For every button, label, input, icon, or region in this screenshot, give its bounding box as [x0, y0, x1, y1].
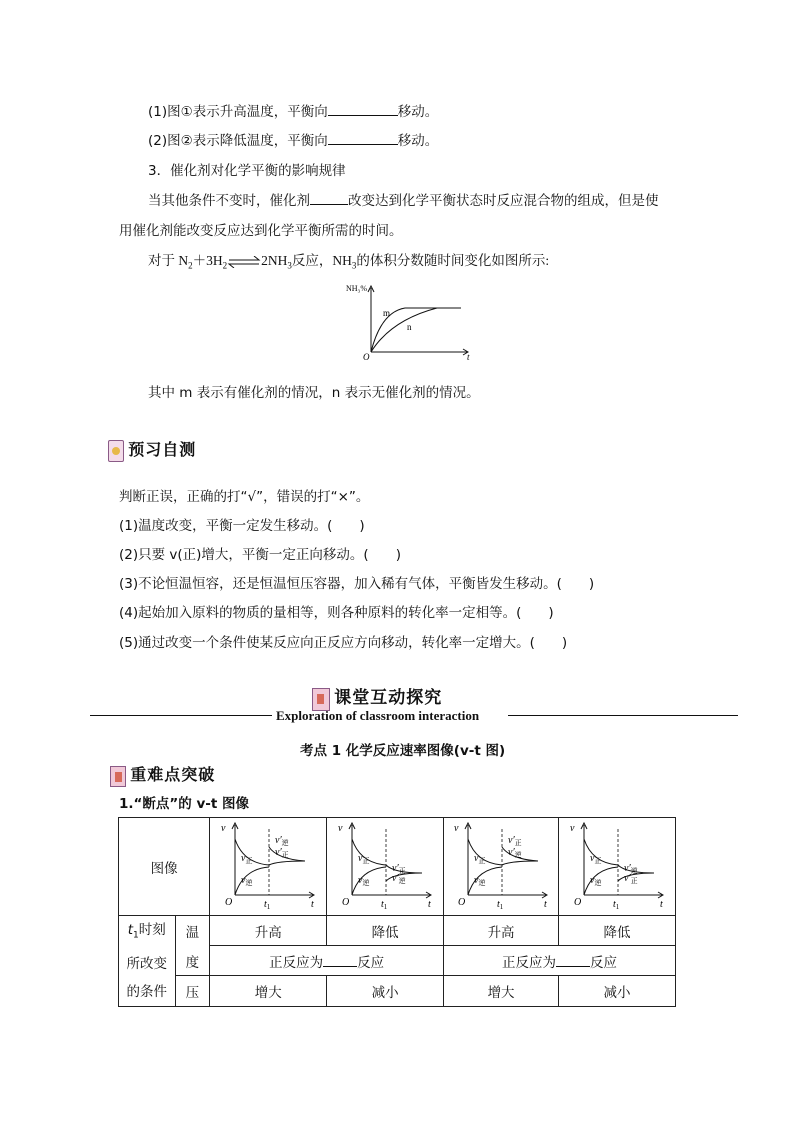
reaction-line: 对于 $N_2+3H_2$ $2NH_3$反应，$NH_3$的体积分数随时间变化如图所示: [148, 253, 550, 271]
curve-m-label: m [383, 308, 391, 318]
answer-blank[interactable] [556, 954, 590, 967]
question-2: (2)只要 v(正)增大，平衡一定正向移动。( ) [119, 547, 401, 563]
vt-graph-3 [444, 818, 559, 916]
temp-cell: 降低 [559, 916, 676, 946]
question-3: (3)不论恒温恒容，还是恒温恒压容器，加入稀有气体，平衡皆发生移动。( ) [119, 576, 595, 592]
v-forward-label: $v_正$ [474, 852, 486, 865]
answer-blank[interactable] [328, 132, 398, 145]
answer-blank[interactable] [310, 192, 348, 205]
v-axis-label: v [570, 822, 575, 834]
curve-n [371, 308, 437, 352]
preview-header [108, 437, 196, 462]
t-axis-label: t [428, 898, 431, 910]
pressure-label: 压 [175, 976, 210, 1006]
equilibrium-arrow-icon [227, 256, 261, 268]
paragraph-line1: 当其他条件不变时，催化剂 改变达到化学平衡状态时反应混合物的组成，但是使 [148, 193, 659, 209]
vt-graph-1 [210, 818, 327, 916]
v-forward-label: $v_正$ [358, 852, 370, 865]
breakthrough-header [110, 762, 215, 787]
origin-label: O [574, 896, 582, 908]
v-prime-label-1: $v'_正$ [392, 862, 406, 875]
v-prime-label-1: $v'_逆$ [624, 862, 638, 875]
temp-label-1: 温 [175, 916, 210, 946]
temp-cell: 升高 [210, 916, 327, 946]
notebook-icon [108, 440, 124, 462]
v-axis-label: v [221, 822, 226, 834]
v-prime-curve-2 [502, 861, 538, 865]
topic-title: 考点 1 化学反应速率图像(v-t 图) [300, 743, 506, 759]
item-2: (2)图②表示降低温度，平衡向 移动。 [148, 133, 439, 149]
classroom-subtitle: Exploration of classroom interaction [276, 708, 480, 723]
v-prime-label-2: $v'_逆$ [392, 872, 406, 885]
v-prime-curve-2 [269, 861, 305, 865]
answer-blank[interactable] [328, 103, 398, 116]
pressure-cell: 减小 [559, 976, 676, 1006]
x-axis-label: t [467, 352, 470, 362]
vt-table [118, 817, 676, 1007]
divider-right [508, 715, 738, 716]
v-forward-label: $v_正$ [241, 852, 253, 865]
t-axis-label: t [544, 898, 547, 910]
v-axis-label: v [454, 822, 459, 834]
condition-label: $t_1$时刻 所改变 的条件 [119, 916, 176, 1007]
t1-label: $t_1$ [613, 898, 620, 911]
origin-label: O [458, 896, 466, 908]
reaction-type-right: 正反应为 反应 [444, 946, 676, 976]
t-axis-label: t [311, 898, 314, 910]
pressure-cell: 增大 [444, 976, 559, 1006]
v-prime-label-2: $v'_正$ [624, 872, 638, 885]
catalyst-note: 其中 m 表示有催化剂的情况，n 表示无催化剂的情况。 [148, 385, 480, 401]
origin-label: O [363, 352, 370, 362]
question-1: (1)温度改变，平衡一定发生移动。( ) [119, 518, 365, 534]
hourglass-icon [110, 766, 126, 787]
temp-label-2: 度 [175, 946, 210, 976]
origin-label: O [225, 896, 233, 908]
subheading: 1.“断点”的 v-t 图像 [119, 796, 250, 812]
y-axis-label: NH₃% [346, 284, 368, 293]
t1-label: $t_1$ [381, 898, 388, 911]
reaction-type-left: 正反应为 反应 [210, 946, 444, 976]
t-axis-label: t [660, 898, 663, 910]
origin-label: O [342, 896, 350, 908]
catalyst-chart [343, 280, 473, 365]
answer-blank[interactable] [323, 954, 357, 967]
pressure-cell: 减小 [327, 976, 444, 1006]
v-reverse-label: $v_逆$ [474, 874, 486, 887]
breakthrough-title: 重难点突破 [130, 765, 216, 784]
v-prime-label-2: $v'_正$ [275, 846, 289, 859]
v-prime-label-2: $v'_逆$ [508, 846, 522, 859]
t1-label: $t_1$ [264, 898, 271, 911]
vt-graph-4 [559, 818, 676, 916]
graph-row-label: 图像 [119, 818, 210, 916]
question-5: (5)通过改变一个条件使某反应向正反应方向移动，转化率一定增大。( ) [119, 635, 568, 651]
paragraph-line2: 用催化剂能改变反应达到化学平衡所需的时间。 [119, 223, 403, 239]
vt-graph-2 [327, 818, 444, 916]
v-reverse-label: $v_逆$ [590, 874, 602, 887]
v-reverse-label: $v_逆$ [358, 874, 370, 887]
v-prime-label-1: $v'_正$ [508, 834, 522, 847]
temp-cell: 降低 [327, 916, 444, 946]
v-reverse-label: $v_逆$ [241, 874, 253, 887]
divider-left [90, 715, 272, 716]
preview-instruction: 判断正误，正确的打“√”，错误的打“×”。 [119, 489, 370, 505]
item-1: (1)图①表示升高温度，平衡向 移动。 [148, 104, 439, 120]
pressure-cell: 增大 [210, 976, 327, 1006]
curve-n-label: n [407, 322, 412, 332]
heading-3: 3．催化剂对化学平衡的影响规律 [148, 163, 346, 179]
v-prime-label-1: $v'_逆$ [275, 834, 289, 847]
classroom-header [312, 683, 442, 711]
classroom-title: 课堂互动探究 [334, 688, 443, 708]
question-4: (4)起始加入原料的物质的量相等，则各种原料的转化率一定相等。( ) [119, 605, 554, 621]
t1-label: $t_1$ [497, 898, 504, 911]
v-forward-label: $v_正$ [590, 852, 602, 865]
temp-cell: 升高 [444, 916, 559, 946]
preview-title: 预习自测 [128, 440, 197, 459]
v-axis-label: v [338, 822, 343, 834]
